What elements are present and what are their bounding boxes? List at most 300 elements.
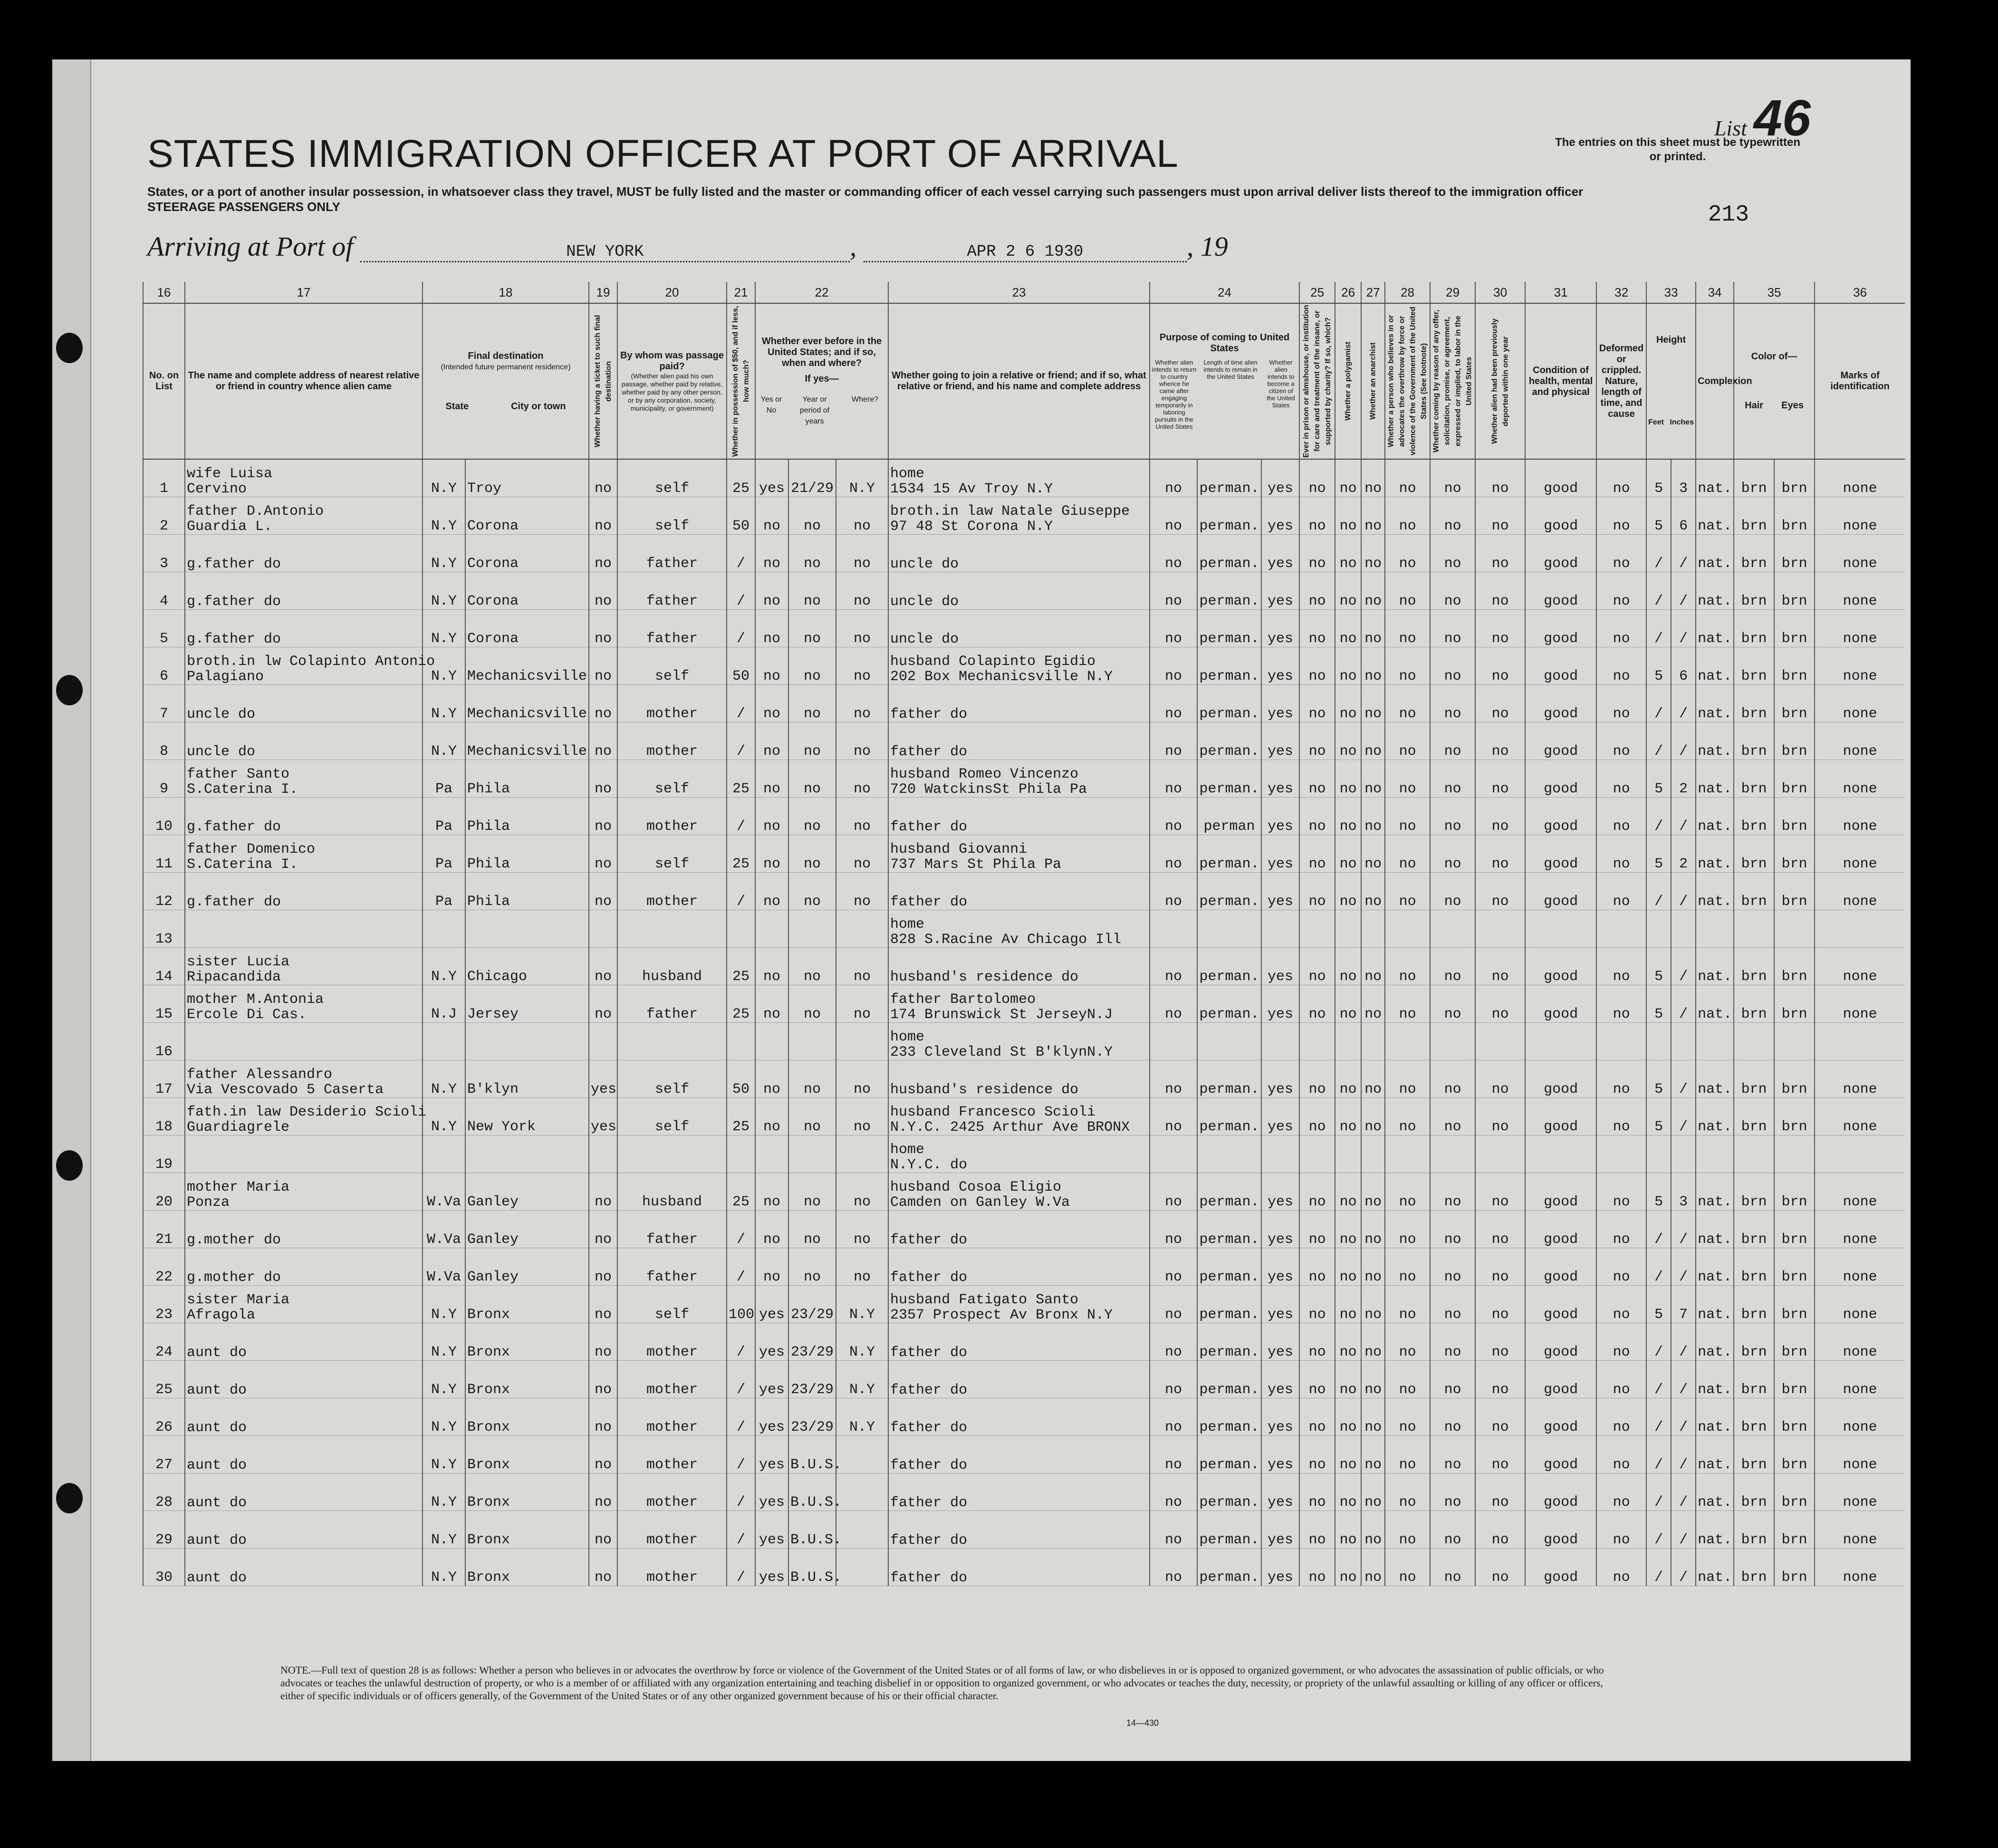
health-cell: good bbox=[1525, 685, 1596, 722]
before-year-cell: 23/29 bbox=[788, 1286, 836, 1323]
ticket-cell bbox=[589, 910, 617, 948]
nearest-relative-line1: wife Luisa bbox=[187, 466, 273, 482]
joining-relative-line2: husband's residence do bbox=[890, 1082, 1079, 1098]
sheet-number: 213 bbox=[1708, 202, 1749, 228]
ticket-cell: yes bbox=[589, 1098, 617, 1136]
health-cell: good bbox=[1525, 1173, 1596, 1211]
dest-state: N.Y bbox=[423, 1361, 465, 1398]
before-where-cell: N.Y bbox=[836, 1361, 888, 1398]
eyes-cell: brn bbox=[1774, 1473, 1815, 1511]
before-year-cell: no bbox=[788, 1060, 836, 1098]
nearest-relative-line2: S.Caterina I. bbox=[187, 857, 298, 873]
prison-cell: no bbox=[1299, 685, 1335, 722]
purpose-length-cell: perman. bbox=[1197, 1323, 1261, 1361]
money-cell: 25 bbox=[727, 1098, 755, 1136]
height-feet-cell: / bbox=[1646, 572, 1671, 610]
row-number: 15 bbox=[143, 985, 185, 1023]
passage-paid-cell bbox=[617, 910, 727, 948]
purpose-return-cell: no bbox=[1150, 1398, 1197, 1436]
joining-relative-line2: N.Y.C. 2425 Arthur Ave BRONX bbox=[890, 1119, 1130, 1136]
complexion-cell: nat. bbox=[1696, 798, 1734, 835]
marks-cell: none bbox=[1815, 948, 1905, 985]
joining-relative-line2: father do bbox=[890, 1232, 968, 1248]
dest-city: Ganley bbox=[465, 1211, 589, 1248]
purpose-return-cell bbox=[1150, 1023, 1197, 1060]
polygamist-cell bbox=[1335, 1023, 1361, 1060]
joining-relative bbox=[888, 647, 1150, 685]
header-marks: Marks of identification bbox=[1815, 303, 1905, 459]
before-year-cell: no bbox=[788, 798, 836, 835]
ticket-cell: no bbox=[589, 948, 617, 985]
marks-cell: none bbox=[1815, 1060, 1905, 1098]
eyes-cell: brn bbox=[1774, 1361, 1815, 1398]
nearest-relative-line2: Palagiano bbox=[187, 669, 264, 685]
before-where-cell: no bbox=[836, 610, 888, 647]
joining-relative-line1 bbox=[890, 1067, 1148, 1082]
joining-relative-line1: home bbox=[890, 916, 925, 933]
labor-offer-cell: no bbox=[1430, 1323, 1475, 1361]
complexion-cell bbox=[1696, 1023, 1734, 1060]
before-where-cell: N.Y bbox=[836, 1323, 888, 1361]
before-where-cell: no bbox=[836, 835, 888, 873]
passage-paid-cell: self bbox=[617, 1098, 727, 1136]
dest-city: Corona bbox=[465, 572, 589, 610]
height-inches-cell: / bbox=[1671, 798, 1696, 835]
marks-cell: none bbox=[1815, 985, 1905, 1023]
health-cell: good bbox=[1525, 497, 1596, 535]
purpose-citizen-cell: yes bbox=[1261, 610, 1299, 647]
prison-cell: no bbox=[1299, 610, 1335, 647]
dest-state bbox=[423, 1023, 465, 1060]
purpose-citizen-cell: yes bbox=[1261, 985, 1299, 1023]
polygamist-cell: no bbox=[1335, 1248, 1361, 1286]
page-title: STATES IMMIGRATION OFFICER AT PORT OF ARRIVAL bbox=[147, 132, 1179, 175]
dest-city: B'klyn bbox=[465, 1060, 589, 1098]
row-number: 28 bbox=[143, 1473, 185, 1511]
header-labor-offer: Whether coming by reason of any offer, solicitation, promise, or agreement, expressed or implied, to labor in the United States bbox=[1430, 303, 1475, 459]
before-in-us-label: Whether ever before in the United States; and if so, when and where? bbox=[761, 336, 882, 368]
polygamist-cell: no bbox=[1335, 1323, 1361, 1361]
before-where-cell bbox=[836, 1436, 888, 1473]
deformed-cell bbox=[1596, 1023, 1646, 1060]
deformed-cell: no bbox=[1596, 1323, 1646, 1361]
money-cell: / bbox=[727, 610, 755, 647]
table-row bbox=[143, 1098, 1905, 1136]
passage-paid-cell bbox=[617, 1023, 727, 1060]
passage-paid-cell: self bbox=[617, 647, 727, 685]
nearest-relative-line1 bbox=[187, 1443, 421, 1458]
polygamist-cell: no bbox=[1335, 948, 1361, 985]
height-feet-cell: / bbox=[1646, 1398, 1671, 1436]
nearest-relative bbox=[185, 1323, 423, 1361]
joining-relative bbox=[888, 1323, 1150, 1361]
purpose-return-cell: no bbox=[1150, 1211, 1197, 1248]
before-yesno-cell: no bbox=[755, 873, 788, 910]
complexion-cell: nat. bbox=[1696, 760, 1734, 798]
dest-state: N.Y bbox=[423, 459, 465, 497]
joining-relative-line1 bbox=[890, 692, 1148, 707]
deported-cell: no bbox=[1475, 1473, 1525, 1511]
ticket-cell: no bbox=[589, 535, 617, 572]
hair-cell: brn bbox=[1734, 1060, 1774, 1098]
eyes-cell: brn bbox=[1774, 1060, 1815, 1098]
deported-cell: no bbox=[1475, 1060, 1525, 1098]
table-row bbox=[143, 1549, 1905, 1586]
joining-relative-line1 bbox=[890, 541, 1148, 557]
table-row bbox=[143, 760, 1905, 798]
polygamist-cell: no bbox=[1335, 873, 1361, 910]
header-overthrow: Whether a person who believes in or advocates the overthrow by force or violence of the Government of the United States (See footnote) bbox=[1385, 303, 1430, 459]
table-row bbox=[143, 1136, 1905, 1173]
manifest-sheet bbox=[52, 59, 1911, 1761]
anarchist-cell: no bbox=[1361, 873, 1385, 910]
prison-cell: no bbox=[1299, 1248, 1335, 1286]
row-number: 24 bbox=[143, 1323, 185, 1361]
health-cell: good bbox=[1525, 572, 1596, 610]
joining-relative bbox=[888, 985, 1150, 1023]
feet-label: Feet bbox=[1648, 418, 1664, 426]
marks-cell: none bbox=[1815, 1098, 1905, 1136]
complexion-cell: nat. bbox=[1696, 722, 1734, 760]
labor-offer-cell: no bbox=[1430, 1211, 1475, 1248]
col-no: 34 bbox=[1696, 282, 1734, 303]
dest-state: Pa bbox=[423, 873, 465, 910]
prison-cell: no bbox=[1299, 985, 1335, 1023]
health-cell: good bbox=[1525, 1248, 1596, 1286]
deformed-cell: no bbox=[1596, 1098, 1646, 1136]
purpose-length-cell: perman. bbox=[1197, 610, 1261, 647]
eyes-cell: brn bbox=[1774, 798, 1815, 835]
health-cell: good bbox=[1525, 535, 1596, 572]
nearest-relative bbox=[185, 985, 423, 1023]
joining-relative-line1: father Bartolomeo bbox=[890, 991, 1036, 1008]
overthrow-cell: no bbox=[1385, 1473, 1430, 1511]
deformed-cell: no bbox=[1596, 497, 1646, 535]
nearest-relative-line2: Ripacandida bbox=[187, 969, 281, 985]
overthrow-cell: no bbox=[1385, 1248, 1430, 1286]
marks-cell: none bbox=[1815, 1436, 1905, 1473]
anarchist-cell: no bbox=[1361, 610, 1385, 647]
col-no: 23 bbox=[888, 282, 1150, 303]
joining-relative-line1: husband Romeo Vincenzo bbox=[890, 766, 1079, 782]
purpose-citizen-cell: yes bbox=[1261, 535, 1299, 572]
purpose-return-cell: no bbox=[1150, 535, 1197, 572]
height-feet-cell: / bbox=[1646, 1436, 1671, 1473]
purpose-length-cell: perman. bbox=[1197, 760, 1261, 798]
before-yesno-cell: no bbox=[755, 1173, 788, 1211]
hair-cell: brn bbox=[1734, 647, 1774, 685]
dest-city: Phila bbox=[465, 835, 589, 873]
nearest-relative bbox=[185, 1173, 423, 1211]
overthrow-cell: no bbox=[1385, 647, 1430, 685]
nearest-relative bbox=[185, 572, 423, 610]
purpose-length-cell: perman. bbox=[1197, 647, 1261, 685]
col-no: 29 bbox=[1430, 282, 1475, 303]
joining-relative-line2: 720 WatckinsSt Phila Pa bbox=[890, 781, 1087, 798]
joining-relative-line1 bbox=[890, 954, 1148, 970]
dest-state: N.Y bbox=[423, 1323, 465, 1361]
dest-state: W.Va bbox=[423, 1211, 465, 1248]
hair-cell: brn bbox=[1734, 535, 1774, 572]
complexion-cell: nat. bbox=[1696, 985, 1734, 1023]
prison-cell: no bbox=[1299, 1549, 1335, 1586]
deported-cell: no bbox=[1475, 572, 1525, 610]
height-inches-cell: 3 bbox=[1671, 459, 1696, 497]
nearest-relative bbox=[185, 1136, 423, 1173]
overthrow-cell: no bbox=[1385, 497, 1430, 535]
height-feet-cell: / bbox=[1646, 685, 1671, 722]
col-no: 21 bbox=[727, 282, 755, 303]
year-prefix: 19 bbox=[1200, 231, 1228, 262]
before-year-cell: no bbox=[788, 1248, 836, 1286]
typewritten-instruction: The entries on this sheet must be typewritten or printed. bbox=[1555, 136, 1801, 163]
dest-state: N.Y bbox=[423, 1511, 465, 1549]
dest-city: Ganley bbox=[465, 1248, 589, 1286]
before-year-cell: no bbox=[788, 985, 836, 1023]
joining-relative bbox=[888, 1060, 1150, 1098]
deformed-cell bbox=[1596, 910, 1646, 948]
before-yesno-cell: yes bbox=[755, 1473, 788, 1511]
nearest-relative bbox=[185, 1248, 423, 1286]
dest-state: Pa bbox=[423, 798, 465, 835]
passage-paid-cell: self bbox=[617, 835, 727, 873]
overthrow-cell: no bbox=[1385, 1511, 1430, 1549]
purpose-return-cell: no bbox=[1150, 1060, 1197, 1098]
health-cell: good bbox=[1525, 1211, 1596, 1248]
polygamist-cell: no bbox=[1335, 1211, 1361, 1248]
nearest-relative bbox=[185, 647, 435, 685]
joining-relative-line1: husband Cosoa Eligio bbox=[890, 1179, 1062, 1195]
before-yesno-cell: no bbox=[755, 497, 788, 535]
prison-cell bbox=[1299, 910, 1335, 948]
purpose-citizen-cell: yes bbox=[1261, 835, 1299, 873]
hair-cell bbox=[1734, 1136, 1774, 1173]
deported-cell: no bbox=[1475, 873, 1525, 910]
row-number: 1 bbox=[143, 459, 185, 497]
purpose-length-cell: perman. bbox=[1197, 1436, 1261, 1473]
overthrow-cell: no bbox=[1385, 1098, 1430, 1136]
row-number: 7 bbox=[143, 685, 185, 722]
polygamist-cell: no bbox=[1335, 1398, 1361, 1436]
before-yesno-cell bbox=[755, 1023, 788, 1060]
polygamist-cell: no bbox=[1335, 610, 1361, 647]
joining-relative-line2: father do bbox=[890, 1495, 968, 1511]
purpose-citizen-cell: yes bbox=[1261, 760, 1299, 798]
purpose-return-cell: no bbox=[1150, 1173, 1197, 1211]
purpose-return-cell: no bbox=[1150, 1248, 1197, 1286]
purpose-length-cell: perman. bbox=[1197, 535, 1261, 572]
health-cell: good bbox=[1525, 760, 1596, 798]
height-inches-cell: / bbox=[1671, 1398, 1696, 1436]
eyes-cell: brn bbox=[1774, 1511, 1815, 1549]
joining-relative-line1 bbox=[890, 1518, 1148, 1533]
passage-paid-cell: mother bbox=[617, 685, 727, 722]
table-row bbox=[143, 985, 1905, 1023]
complexion-cell: nat. bbox=[1696, 1098, 1734, 1136]
before-yesno-cell: yes bbox=[755, 1549, 788, 1586]
height-feet-cell bbox=[1646, 1136, 1671, 1173]
row-number: 12 bbox=[143, 873, 185, 910]
complexion-cell: nat. bbox=[1696, 1173, 1734, 1211]
nearest-relative bbox=[185, 798, 423, 835]
before-where-cell: no bbox=[836, 647, 888, 685]
hair-cell: brn bbox=[1734, 1211, 1774, 1248]
joining-relative bbox=[888, 459, 1150, 497]
joining-relative bbox=[888, 497, 1150, 535]
dest-state: N.Y bbox=[423, 685, 465, 722]
table-row bbox=[143, 497, 1905, 535]
eyes-cell: brn bbox=[1774, 1436, 1815, 1473]
row-number: 11 bbox=[143, 835, 185, 873]
dest-state: N.Y bbox=[423, 647, 465, 685]
height-inches-cell: / bbox=[1671, 572, 1696, 610]
health-cell: good bbox=[1525, 1398, 1596, 1436]
hair-cell: brn bbox=[1734, 685, 1774, 722]
hair-cell: brn bbox=[1734, 873, 1774, 910]
nearest-relative bbox=[185, 1436, 423, 1473]
height-inches-cell: / bbox=[1671, 873, 1696, 910]
height-inches-cell: / bbox=[1671, 1211, 1696, 1248]
joining-relative-line2: uncle do bbox=[890, 631, 959, 647]
money-cell bbox=[727, 910, 755, 948]
overthrow-cell: no bbox=[1385, 722, 1430, 760]
ticket-cell: no bbox=[589, 497, 617, 535]
money-cell: / bbox=[727, 1511, 755, 1549]
money-cell: / bbox=[727, 685, 755, 722]
labor-offer-cell bbox=[1430, 1136, 1475, 1173]
labor-offer-cell: no bbox=[1430, 985, 1475, 1023]
joining-relative-line1 bbox=[890, 1217, 1148, 1232]
prison-cell: no bbox=[1299, 535, 1335, 572]
purpose-length-cell: perman. bbox=[1197, 572, 1261, 610]
purpose-length-cell: perman. bbox=[1197, 1473, 1261, 1511]
passage-paid-cell: mother bbox=[617, 1398, 727, 1436]
overthrow-cell: no bbox=[1385, 1211, 1430, 1248]
overthrow-cell: no bbox=[1385, 1361, 1430, 1398]
purpose-return-cell: no bbox=[1150, 1511, 1197, 1549]
nearest-relative-line2: Ponza bbox=[187, 1194, 230, 1211]
nearest-relative-line1: mother Maria bbox=[187, 1179, 290, 1195]
nearest-relative bbox=[185, 910, 423, 948]
before-yesno-cell: no bbox=[755, 722, 788, 760]
health-cell: good bbox=[1525, 798, 1596, 835]
joining-relative bbox=[888, 685, 1150, 722]
dest-state: N.Y bbox=[423, 1549, 465, 1586]
money-cell: / bbox=[727, 1436, 755, 1473]
dest-city: Jersey bbox=[465, 985, 589, 1023]
nearest-relative-line1 bbox=[187, 579, 421, 594]
col-no: 28 bbox=[1385, 282, 1430, 303]
polygamist-cell: no bbox=[1335, 985, 1361, 1023]
ticket-cell: no bbox=[589, 1398, 617, 1436]
labor-offer-cell: no bbox=[1430, 1060, 1475, 1098]
nearest-relative bbox=[185, 1098, 427, 1136]
polygamist-cell: no bbox=[1335, 1549, 1361, 1586]
prison-cell: no bbox=[1299, 873, 1335, 910]
health-cell: good bbox=[1525, 722, 1596, 760]
city-label: City or town bbox=[511, 401, 566, 412]
marks-cell: none bbox=[1815, 1473, 1905, 1511]
nearest-relative-line2: Guardiagrele bbox=[187, 1119, 290, 1136]
deported-cell: no bbox=[1475, 1436, 1525, 1473]
money-cell: / bbox=[727, 722, 755, 760]
inches-label: Inches bbox=[1670, 418, 1694, 426]
nearest-relative bbox=[185, 610, 423, 647]
header-deformed: Deformed or crippled. Nature, length of time, and cause bbox=[1596, 303, 1646, 459]
joining-relative bbox=[888, 1173, 1150, 1211]
labor-offer-cell: no bbox=[1430, 1398, 1475, 1436]
eyes-cell: brn bbox=[1774, 1211, 1815, 1248]
joining-relative-line1: home bbox=[890, 1029, 925, 1045]
nearest-relative-line1 bbox=[187, 1405, 421, 1420]
col-no: 30 bbox=[1475, 282, 1525, 303]
overthrow-cell: no bbox=[1385, 1398, 1430, 1436]
overthrow-cell: no bbox=[1385, 1173, 1430, 1211]
passage-paid-cell: father bbox=[617, 1248, 727, 1286]
before-yesno-cell: no bbox=[755, 760, 788, 798]
deported-cell bbox=[1475, 910, 1525, 948]
passage-paid-cell: father bbox=[617, 535, 727, 572]
complexion-cell: nat. bbox=[1696, 873, 1734, 910]
deformed-cell: no bbox=[1596, 1549, 1646, 1586]
purpose-citizen-cell: yes bbox=[1261, 1248, 1299, 1286]
nearest-relative-line2: aunt do bbox=[187, 1420, 247, 1436]
ticket-cell: no bbox=[589, 647, 617, 685]
before-year-cell: no bbox=[788, 535, 836, 572]
joining-relative-line2: father do bbox=[890, 1420, 968, 1436]
yes-no-label: Yes or No bbox=[760, 395, 782, 414]
labor-offer-cell: no bbox=[1430, 1549, 1475, 1586]
nearest-relative bbox=[185, 497, 423, 535]
dest-city: Ganley bbox=[465, 1173, 589, 1211]
table-row bbox=[143, 1361, 1905, 1398]
nearest-relative-line2 bbox=[187, 1157, 421, 1173]
polygamist-cell: no bbox=[1335, 1473, 1361, 1511]
joining-relative-line2: father do bbox=[890, 1270, 968, 1286]
height-inches-cell: / bbox=[1671, 1549, 1696, 1586]
joining-relative-line2: father do bbox=[890, 1570, 968, 1586]
header-final-destination bbox=[423, 303, 589, 459]
deformed-cell: no bbox=[1596, 798, 1646, 835]
marks-cell: none bbox=[1815, 1286, 1905, 1323]
joining-relative-line1 bbox=[890, 879, 1148, 895]
table-row bbox=[143, 1436, 1905, 1473]
before-yesno-cell: yes bbox=[755, 1361, 788, 1398]
money-cell: / bbox=[727, 798, 755, 835]
polygamist-cell: no bbox=[1335, 1511, 1361, 1549]
nearest-relative bbox=[185, 1060, 423, 1098]
nearest-relative-line2: g.father do bbox=[187, 594, 281, 610]
eyes-cell: brn bbox=[1774, 535, 1815, 572]
dest-state: N.Y bbox=[423, 1436, 465, 1473]
deported-cell: no bbox=[1475, 1248, 1525, 1286]
health-cell: good bbox=[1525, 1098, 1596, 1136]
labor-offer-cell: no bbox=[1430, 647, 1475, 685]
height-inches-cell: / bbox=[1671, 722, 1696, 760]
dest-city: Troy bbox=[465, 459, 589, 497]
labor-offer-cell: no bbox=[1430, 1511, 1475, 1549]
marks-cell bbox=[1815, 1023, 1905, 1060]
joining-relative-line1 bbox=[890, 1555, 1148, 1570]
nearest-relative-line1 bbox=[187, 541, 421, 557]
nearest-relative-line1 bbox=[187, 1367, 421, 1383]
col-no: 24 bbox=[1150, 282, 1299, 303]
before-yesno-cell: no bbox=[755, 1060, 788, 1098]
health-cell bbox=[1525, 910, 1596, 948]
joining-relative bbox=[888, 1361, 1150, 1398]
purpose-citizen-cell bbox=[1261, 1023, 1299, 1060]
marks-cell: none bbox=[1815, 1173, 1905, 1211]
